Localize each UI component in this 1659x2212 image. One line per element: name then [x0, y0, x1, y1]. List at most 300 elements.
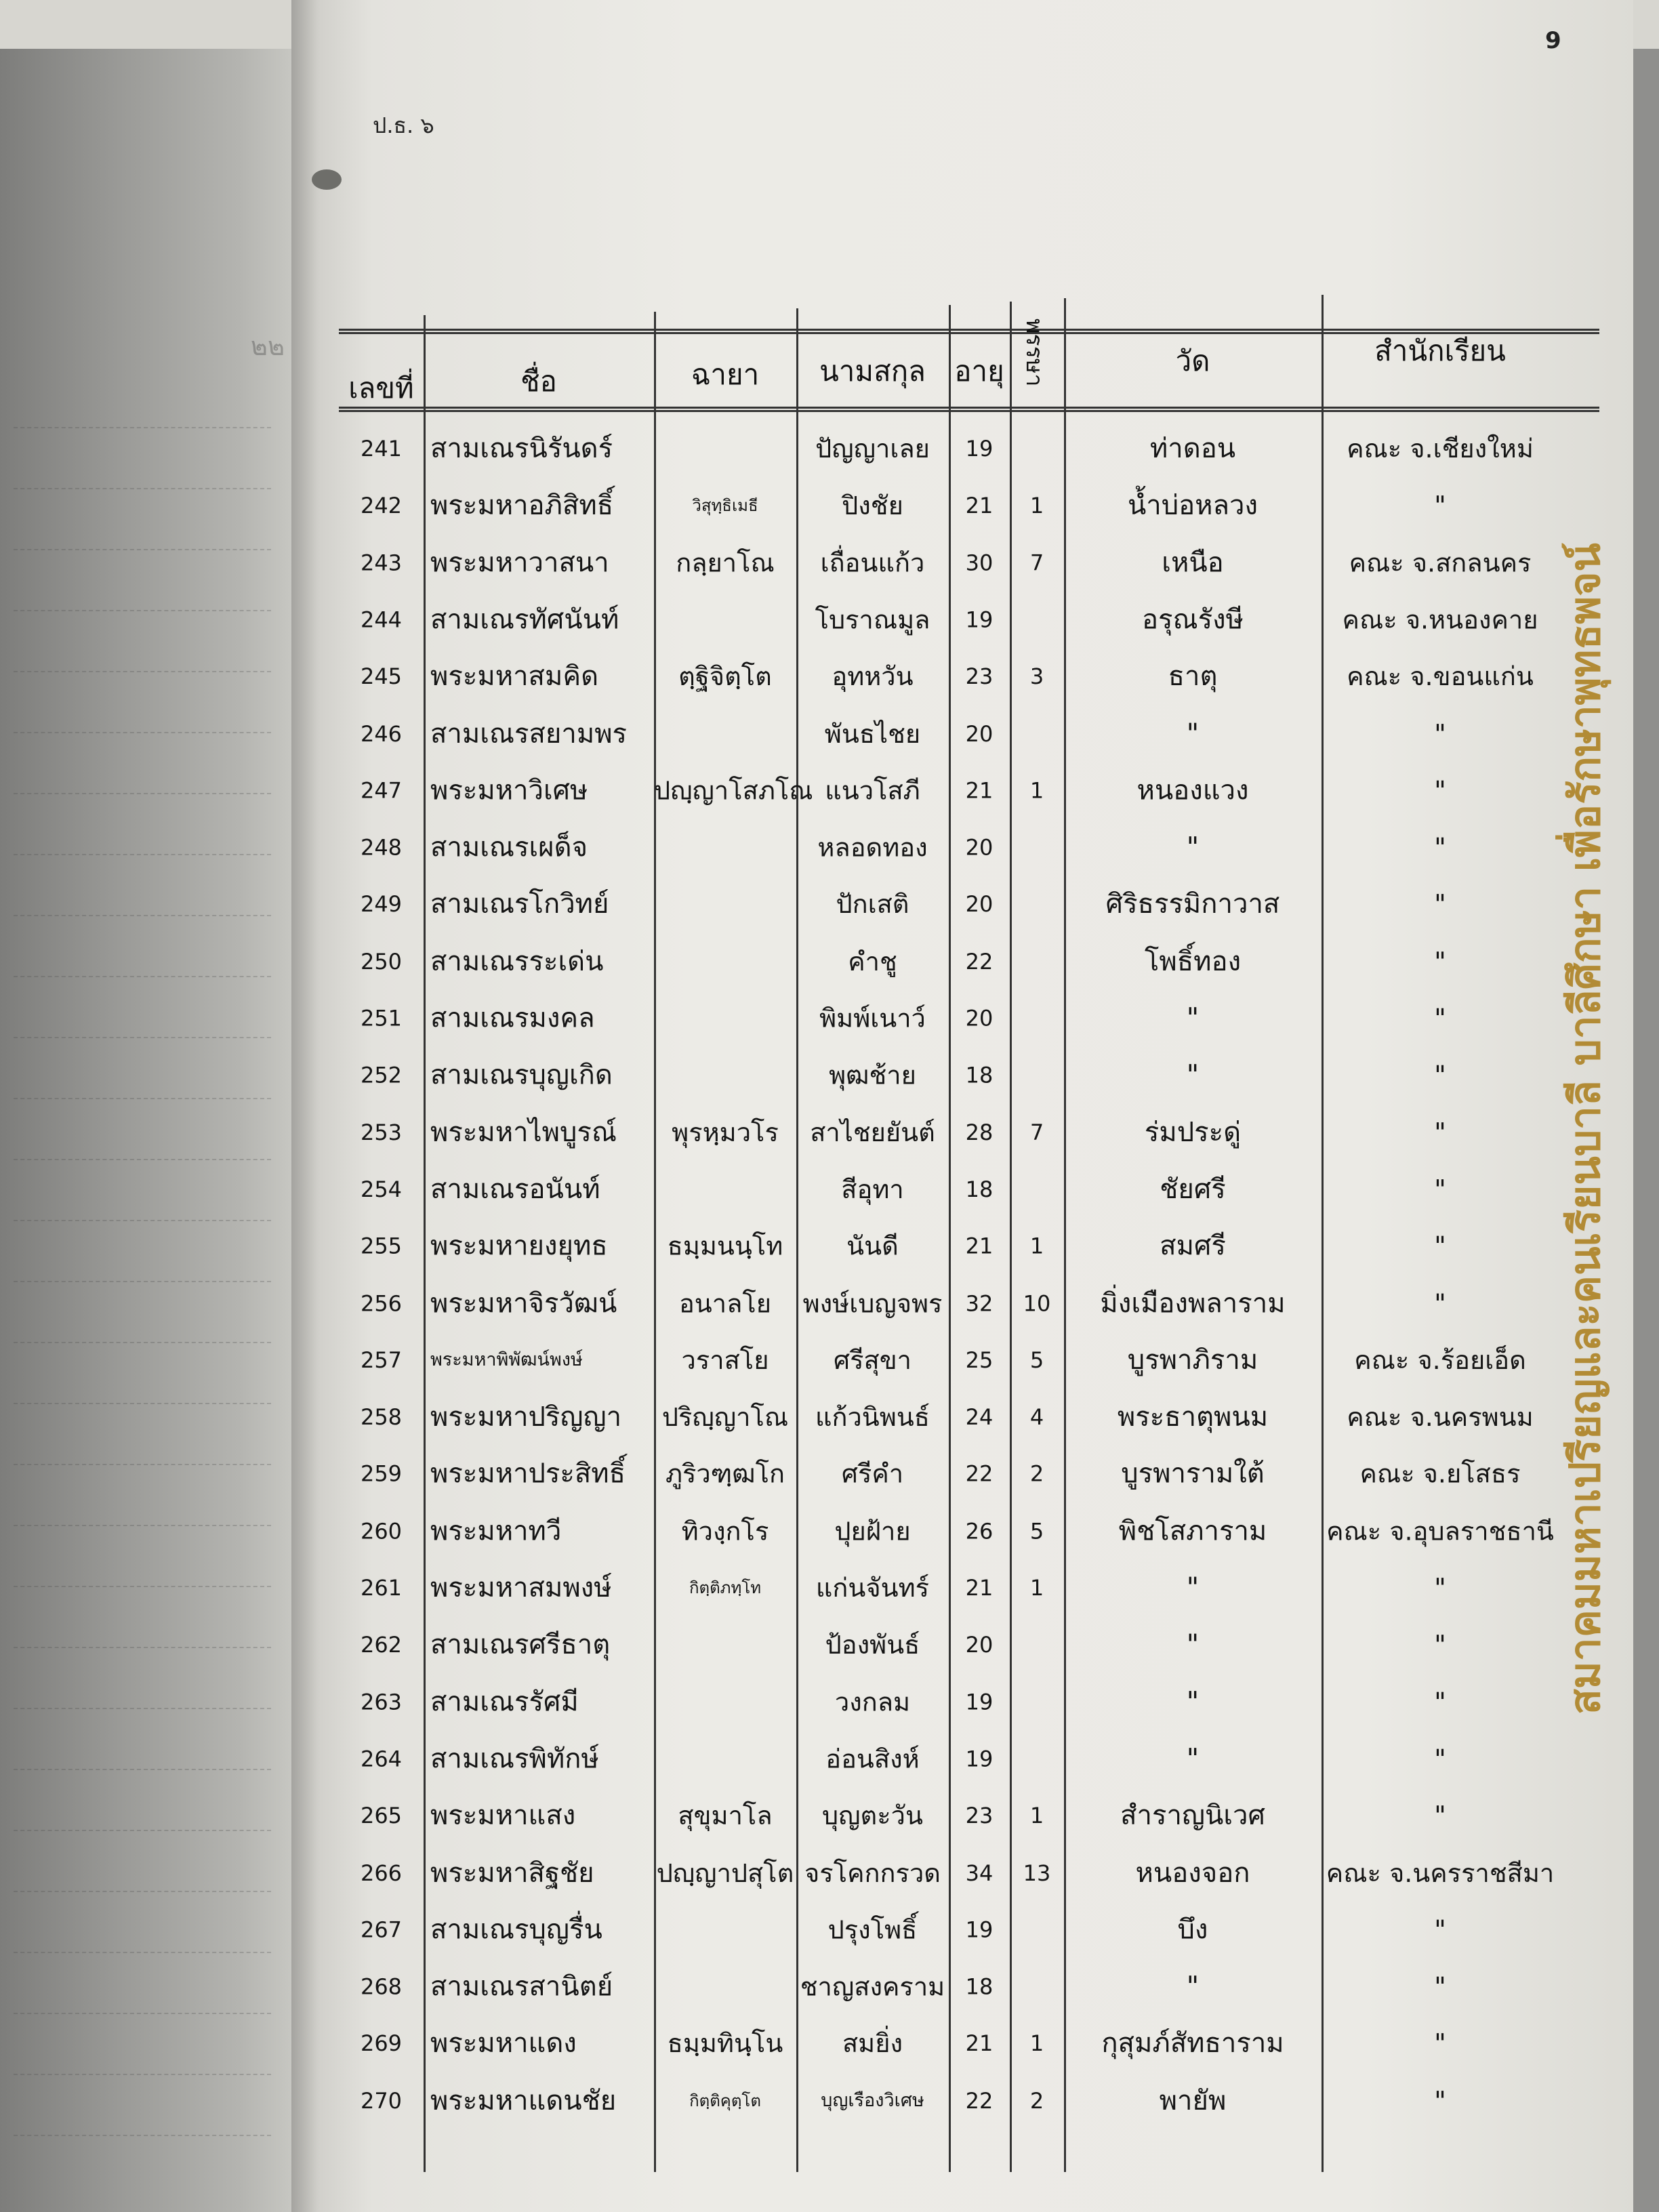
- cell-chaya: [654, 1047, 796, 1104]
- cell-age: 19: [965, 1689, 994, 1715]
- cell-office: คณะ จ.ยโสธร: [1359, 1458, 1521, 1489]
- table-row: [339, 1673, 1559, 1730]
- cell-years: [1010, 1047, 1064, 1104]
- cell-number: 244: [360, 607, 403, 633]
- cell-chaya: [654, 1616, 796, 1673]
- cell-age: 21: [965, 493, 994, 519]
- cell-office: ": [1434, 1288, 1446, 1318]
- table-row: [339, 762, 1559, 819]
- cell-years: 2: [1029, 1460, 1044, 1487]
- cell-number: 246: [360, 720, 403, 747]
- cell-office: ": [1434, 832, 1446, 863]
- cell-chaya: [654, 933, 796, 989]
- cell-years: 2: [1029, 2087, 1044, 2114]
- cell-name: พระมหายงยุทธ: [430, 1230, 608, 1262]
- table-row: [339, 534, 1559, 591]
- cell-name: พระมหาแสง: [430, 1800, 576, 1832]
- cell-number: 251: [360, 1005, 403, 1031]
- left-page-line: [14, 1443, 271, 1465]
- left-page-line: [14, 712, 271, 733]
- left-page-line: [14, 529, 271, 550]
- table-row: [339, 1730, 1559, 1787]
- cell-name: สามเณรอนันท์: [430, 1173, 600, 1205]
- cell-number: 254: [360, 1176, 403, 1202]
- cell-wat: ร่มประดู่: [1144, 1116, 1242, 1148]
- table-row: [339, 591, 1559, 648]
- cell-wat: ": [1186, 832, 1200, 863]
- cell-surname: พงษ์เบญจพร: [802, 1288, 943, 1318]
- cell-age: 21: [965, 1233, 994, 1259]
- cell-name: สามเณรนิรันดร์: [430, 433, 613, 464]
- left-page-line: [14, 1017, 271, 1038]
- cell-name: สามเณรเผด็จ: [430, 832, 588, 863]
- cell-number: 268: [360, 1973, 403, 2000]
- cell-age: 25: [965, 1347, 994, 1373]
- cell-name: พระมหาทวี: [430, 1515, 562, 1547]
- cell-name: พระมหาสมพงษ์: [430, 1572, 612, 1603]
- cell-wat: เหนือ: [1162, 547, 1224, 579]
- header-office: สำนักเรียน: [1374, 334, 1506, 367]
- cell-chaya: [654, 876, 796, 933]
- cell-number: 249: [360, 891, 403, 918]
- cell-office: ": [1434, 1801, 1446, 1831]
- cell-number: 262: [360, 1632, 403, 1658]
- cell-chaya: ทิวงฺกโร: [681, 1515, 769, 1546]
- table-row: [339, 1161, 1559, 1218]
- cell-surname: อุทหวัน: [832, 661, 914, 692]
- cell-number: 259: [360, 1460, 403, 1487]
- cell-office: คณะ จ.เชียงใหม่: [1347, 434, 1534, 464]
- cell-years: [1010, 1616, 1064, 1673]
- cell-chaya: [654, 420, 796, 477]
- cell-surname: ปิงชัย: [842, 491, 903, 521]
- table-row: [339, 1389, 1559, 1446]
- cell-wat: ท่าดอน: [1149, 433, 1236, 464]
- cell-name: สามเณรระเด่น: [430, 945, 604, 977]
- cell-chaya: [654, 1901, 796, 1958]
- cell-wat: น้ำบ่อหลวง: [1127, 490, 1258, 522]
- left-page-line: [14, 773, 271, 794]
- cell-years: [1010, 933, 1064, 989]
- cell-wat: ชัยศรี: [1160, 1173, 1226, 1205]
- cell-surname: อ่อนสิงห์: [825, 1744, 920, 1774]
- cell-chaya: ปญฺญาโสภโณ: [654, 775, 813, 806]
- cell-name: พระมหาสิฐชัย: [430, 1857, 594, 1889]
- cell-age: 18: [965, 1176, 994, 1202]
- cell-name: สามเณรโกวิทย์: [430, 888, 609, 920]
- cell-surname: พุฒช้าย: [829, 1060, 916, 1090]
- cell-name: พระมหาประสิทธิ์: [430, 1458, 626, 1490]
- cell-surname: แก่นจันทร์: [815, 1573, 930, 1603]
- cell-name: พระมหาแดนชัย: [430, 2085, 617, 2116]
- table-row: [339, 1844, 1559, 1901]
- cell-years: [1010, 591, 1064, 648]
- left-page-line: [14, 2053, 271, 2075]
- left-page-line: [14, 1992, 271, 2014]
- table-row: [339, 2015, 1559, 2072]
- table-row: [339, 420, 1559, 477]
- cell-chaya: อนาลโย: [678, 1288, 772, 1318]
- cell-number: 266: [360, 1860, 403, 1886]
- cell-wat: หนองแวง: [1136, 775, 1249, 806]
- cell-name: สามเณรรัศมี: [430, 1686, 579, 1718]
- table-row: [339, 990, 1559, 1047]
- cell-office: ": [1434, 2085, 1446, 2116]
- cell-name: พระมหาวาสนา: [430, 547, 609, 579]
- left-page-line: [14, 956, 271, 977]
- cell-name: สามเณรสานิตย์: [430, 1971, 613, 2003]
- cell-age: 20: [965, 720, 994, 747]
- cell-office: ": [1434, 718, 1446, 749]
- cell-chaya: พุรหฺมวโร: [672, 1117, 779, 1147]
- cell-years: [1010, 1901, 1064, 1958]
- left-page: [0, 0, 298, 2212]
- cell-years: [1010, 1673, 1064, 1730]
- cell-surname: เถื่อนแก้ว: [820, 548, 925, 578]
- cell-age: 19: [965, 607, 994, 633]
- cell-chaya: สุขุมาโล: [678, 1801, 773, 1831]
- cell-number: 267: [360, 1917, 403, 1943]
- cell-age: 21: [965, 777, 994, 804]
- cell-office: ": [1434, 1060, 1446, 1090]
- cell-chaya: กิตฺติภทฺโท: [689, 1578, 762, 1597]
- table-row: [339, 1047, 1559, 1104]
- cell-years: [1010, 1730, 1064, 1787]
- cell-surname: ปักเสติ: [836, 889, 909, 920]
- cell-chaya: กลฺยาโณ: [676, 548, 775, 578]
- cell-years: 5: [1029, 1517, 1044, 1544]
- cell-number: 269: [360, 2030, 403, 2057]
- cell-surname: วงกลม: [834, 1687, 911, 1717]
- cell-surname: บุญตะวัน: [822, 1801, 923, 1831]
- cell-age: 18: [965, 1973, 994, 2000]
- table-row: [339, 1958, 1559, 2015]
- cell-years: 1: [1029, 1233, 1044, 1259]
- cell-wat: ศิริธรรมิกาวาส: [1105, 888, 1280, 920]
- cell-wat: หนองจอก: [1135, 1857, 1250, 1889]
- cell-chaya: ปริญฺญาโณ: [661, 1401, 789, 1432]
- cell-surname: ปุยฝ้าย: [834, 1515, 911, 1546]
- table-row: [339, 1502, 1559, 1559]
- table-row: [339, 1901, 1559, 1958]
- cell-years: 1: [1029, 1803, 1044, 1829]
- cell-name: พระมหาจิรวัฒน์: [430, 1287, 617, 1319]
- cell-number: 241: [360, 436, 403, 462]
- cell-office: ": [1434, 2028, 1446, 2059]
- left-page-line: [14, 1261, 271, 1282]
- left-page-line: [14, 1931, 271, 1953]
- cell-chaya: [654, 1958, 796, 2015]
- table-row: [339, 876, 1559, 933]
- cell-chaya: กิตฺติคุตฺโต: [689, 2091, 761, 2110]
- left-page-line: [14, 1626, 271, 1648]
- table-header-rule: [339, 407, 1599, 412]
- left-page-number: ๒๒: [250, 331, 285, 361]
- table-row: [339, 1104, 1559, 1161]
- cell-office: คณะ จ.หนองคาย: [1342, 605, 1538, 635]
- table-row: [339, 477, 1559, 534]
- cell-years: [1010, 1958, 1064, 2015]
- cell-surname: คำชู: [848, 946, 897, 977]
- cell-wat: มิ่งเมืองพลาราม: [1100, 1287, 1286, 1319]
- left-page-line: [14, 1748, 271, 1770]
- cell-age: 20: [965, 834, 994, 861]
- cell-age: 26: [965, 1517, 994, 1544]
- cell-wat: พิชโสภาราม: [1118, 1515, 1267, 1547]
- cell-wat: บูรพาภิราม: [1127, 1344, 1258, 1376]
- left-page-line: [14, 1078, 271, 1099]
- header-no: เลขที่: [348, 371, 414, 405]
- cell-surname: จรโคกกรวด: [804, 1858, 941, 1888]
- cell-surname: พิมพ์เนาว์: [819, 1003, 926, 1033]
- cell-wat: ": [1186, 1059, 1200, 1091]
- cell-number: 257: [360, 1347, 403, 1373]
- cell-years: [1010, 876, 1064, 933]
- cell-years: 1: [1029, 2030, 1044, 2057]
- table-row: [339, 1616, 1559, 1673]
- cell-years: 7: [1029, 1119, 1044, 1145]
- header-wat: วัด: [1175, 344, 1210, 377]
- cell-years: [1010, 819, 1064, 876]
- watermark: สมาคมมหาเปรียญและคนเรียนบาลี บาลีศึกษา เพื่อรักษาพุทธพจน์: [1560, 543, 1610, 1715]
- cell-surname: หลอดทอง: [817, 832, 928, 863]
- cell-office: ": [1434, 1914, 1446, 1945]
- cell-office: ": [1434, 1117, 1446, 1147]
- cell-surname: ชาญสงคราม: [800, 1971, 945, 2002]
- cell-name: สามเณรศรีธาตุ: [430, 1629, 611, 1661]
- cell-name: พระมหาพิพัฒน์พงษ์: [430, 1349, 583, 1370]
- cell-wat: โพธิ์ทอง: [1144, 945, 1242, 977]
- cell-surname: สมยิ่ง: [842, 2028, 903, 2059]
- left-page-line: [14, 834, 271, 855]
- cell-office: ": [1434, 946, 1446, 977]
- cell-office: ": [1434, 1630, 1446, 1660]
- cell-years: 1: [1029, 777, 1044, 804]
- header-age: อายุ: [954, 354, 1004, 388]
- cell-wat: อรุณรังษี: [1142, 604, 1244, 636]
- cell-surname: สาไชยยันต์: [810, 1117, 935, 1147]
- cell-number: 253: [360, 1119, 403, 1145]
- cell-chaya: ปญฺญาปสุโต: [656, 1858, 794, 1888]
- cell-name: พระมหาปริญญา: [430, 1401, 622, 1433]
- cell-wat: สำราญนิเวศ: [1120, 1800, 1265, 1832]
- left-page-line: [14, 1382, 271, 1404]
- cell-wat: ": [1186, 1572, 1200, 1603]
- left-page-line: [14, 590, 271, 611]
- header-chaya: ฉายา: [691, 358, 760, 391]
- cell-wat: ": [1186, 718, 1200, 750]
- left-page-line: [14, 1809, 271, 1831]
- cell-wat: ": [1186, 1971, 1200, 2003]
- cell-office: ": [1434, 775, 1446, 806]
- form-code: ป.ธ. ๖: [373, 112, 434, 138]
- cell-age: 19: [965, 1746, 994, 1772]
- cell-office: คณะ จ.นครพนม: [1347, 1401, 1534, 1432]
- cell-number: 247: [360, 777, 403, 804]
- left-page-line: [14, 1200, 271, 1221]
- cell-name: สามเณรทัศนันท์: [430, 604, 619, 636]
- cell-surname: แก้วนิพนธ์: [815, 1401, 930, 1432]
- cell-chaya: [654, 819, 796, 876]
- left-page-line: [14, 468, 271, 489]
- table-row: [339, 933, 1559, 989]
- cell-office: ": [1434, 1744, 1446, 1774]
- cell-number: 245: [360, 663, 403, 690]
- cell-chaya: [654, 1161, 796, 1218]
- cell-chaya: [654, 591, 796, 648]
- left-page-line: [14, 1139, 271, 1160]
- left-page-line: [14, 651, 271, 672]
- cell-number: 260: [360, 1517, 403, 1544]
- cell-wat: สมศรี: [1160, 1230, 1226, 1262]
- cell-surname: ศรีสุขา: [833, 1345, 912, 1375]
- left-page-line: [14, 1322, 271, 1343]
- cell-chaya: ธมฺมทินฺโน: [667, 2028, 783, 2059]
- cell-age: 20: [965, 1005, 994, 1031]
- cell-office: คณะ จ.อุบลราชธานี: [1326, 1515, 1554, 1546]
- cell-age: 22: [965, 2087, 994, 2114]
- cell-years: [1010, 705, 1064, 762]
- cell-office: ": [1434, 889, 1446, 920]
- cell-surname: นันดี: [846, 1231, 899, 1261]
- cell-age: 24: [965, 1404, 994, 1430]
- cell-wat: ": [1186, 1686, 1200, 1718]
- table-row: [339, 705, 1559, 762]
- cell-office: ": [1434, 1174, 1446, 1204]
- cell-chaya: [654, 1730, 796, 1787]
- cell-age: 20: [965, 1632, 994, 1658]
- page-spine-shadow: [291, 0, 319, 2212]
- header-name: ชื่อ: [520, 365, 557, 398]
- cell-wat: ": [1186, 1002, 1200, 1034]
- cell-years: 7: [1029, 550, 1044, 576]
- cell-age: 23: [965, 663, 994, 690]
- cell-name: พระมหาแดง: [430, 2028, 577, 2060]
- punch-hole: [312, 169, 342, 190]
- cell-surname: บุญเรืองวิเศษ: [821, 2089, 924, 2111]
- cell-office: คณะ จ.สกลนคร: [1349, 548, 1532, 578]
- cell-age: 20: [965, 891, 994, 918]
- cell-years: 13: [1023, 1860, 1051, 1886]
- cell-wat: พระธาตุพนม: [1117, 1401, 1269, 1433]
- cell-years: 3: [1029, 663, 1044, 690]
- cell-name: พระมหาวิเศษ: [430, 775, 588, 806]
- cell-name: พระมหาไพบูรณ์: [430, 1116, 617, 1148]
- cell-years: 4: [1029, 1404, 1044, 1430]
- cell-number: 242: [360, 493, 403, 519]
- cell-name: สามเณรสยามพร: [430, 718, 628, 750]
- cell-age: 21: [965, 1575, 994, 1601]
- cell-name: สามเณรบุญรื่น: [430, 1914, 602, 1946]
- cell-number: 243: [360, 550, 403, 576]
- cell-age: 22: [965, 1460, 994, 1487]
- left-page-line: [14, 895, 271, 916]
- cell-age: 30: [965, 550, 994, 576]
- cell-age: 18: [965, 1062, 994, 1088]
- cell-number: 261: [360, 1575, 403, 1601]
- cell-surname: ป้องพันธ์: [825, 1630, 920, 1660]
- cell-name: พระมหาสมคิด: [430, 661, 599, 693]
- page-number: 9: [1545, 27, 1561, 54]
- cell-chaya: วราสโย: [681, 1345, 769, 1375]
- cell-office: คณะ จ.ขอนแก่น: [1347, 661, 1534, 692]
- cell-wat: กุสุมภ์สัทธาราม: [1101, 2028, 1284, 2060]
- cell-office: คณะ จ.นครราชสีมา: [1326, 1858, 1555, 1888]
- cell-surname: แนวโสภี: [825, 775, 920, 806]
- cell-chaya: ตฺฐิจิตฺโต: [678, 661, 772, 692]
- header-surname: นามสกุล: [819, 354, 926, 388]
- cell-office: ": [1434, 1231, 1446, 1261]
- table-row: [339, 1332, 1559, 1389]
- cell-age: 23: [965, 1803, 994, 1829]
- cell-surname: โบราณมูล: [815, 605, 930, 635]
- table-row: [339, 648, 1559, 705]
- cell-office: คณะ จ.ร้อยเอ็ด: [1354, 1345, 1526, 1375]
- table-row: [339, 1275, 1559, 1332]
- cell-office: ": [1434, 1971, 1446, 2002]
- header-years: พรรษา: [1021, 319, 1048, 387]
- cell-age: 22: [965, 948, 994, 975]
- cell-age: 19: [965, 436, 994, 462]
- cell-office: ": [1434, 1573, 1446, 1603]
- cell-years: 1: [1029, 1575, 1044, 1601]
- cell-surname: ปัญญาเลย: [815, 434, 930, 464]
- cell-chaya: [654, 1673, 796, 1730]
- left-page-line: [14, 1504, 271, 1526]
- cell-age: 28: [965, 1119, 994, 1145]
- cell-wat: บึง: [1177, 1914, 1208, 1946]
- cell-years: [1010, 420, 1064, 477]
- left-page-line: [14, 407, 271, 428]
- cell-age: 19: [965, 1917, 994, 1943]
- cell-office: ": [1434, 1003, 1446, 1033]
- cell-number: 255: [360, 1233, 403, 1259]
- cell-chaya: [654, 705, 796, 762]
- cell-wat: บูรพารามใต้: [1121, 1458, 1265, 1490]
- cell-number: 252: [360, 1062, 403, 1088]
- results-table: [339, 264, 1559, 2172]
- cell-wat: ธาตุ: [1168, 661, 1218, 693]
- cell-number: 258: [360, 1404, 403, 1430]
- cell-name: พระมหาอภิสิทธิ์: [430, 490, 614, 522]
- cell-number: 265: [360, 1803, 403, 1829]
- cell-name: สามเณรพิทักษ์: [430, 1743, 599, 1775]
- cell-years: [1010, 990, 1064, 1047]
- cell-age: 34: [965, 1860, 994, 1886]
- cell-surname: พันธไชย: [824, 718, 921, 749]
- cell-surname: สีอุทา: [841, 1174, 904, 1204]
- table-row: [339, 1559, 1559, 1616]
- cell-number: 250: [360, 948, 403, 975]
- cell-number: 248: [360, 834, 403, 861]
- table-row: [339, 1787, 1559, 1844]
- cell-chaya: วิสุทฺธิเมธี: [692, 496, 758, 516]
- cell-name: สามเณรมงคล: [430, 1002, 595, 1034]
- cell-name: สามเณรบุญเกิด: [430, 1059, 613, 1091]
- cell-years: 5: [1029, 1347, 1044, 1373]
- cell-age: 32: [965, 1290, 994, 1316]
- cell-number: 256: [360, 1290, 403, 1316]
- cell-office: ": [1434, 1687, 1446, 1717]
- left-page-line: [14, 1687, 271, 1709]
- left-page-line: [14, 1565, 271, 1587]
- cell-wat: ": [1186, 1743, 1200, 1775]
- cell-office: ": [1434, 491, 1446, 521]
- cell-number: 264: [360, 1746, 403, 1772]
- table-row: [339, 819, 1559, 876]
- cell-years: [1010, 1161, 1064, 1218]
- cell-wat: ": [1186, 1629, 1200, 1661]
